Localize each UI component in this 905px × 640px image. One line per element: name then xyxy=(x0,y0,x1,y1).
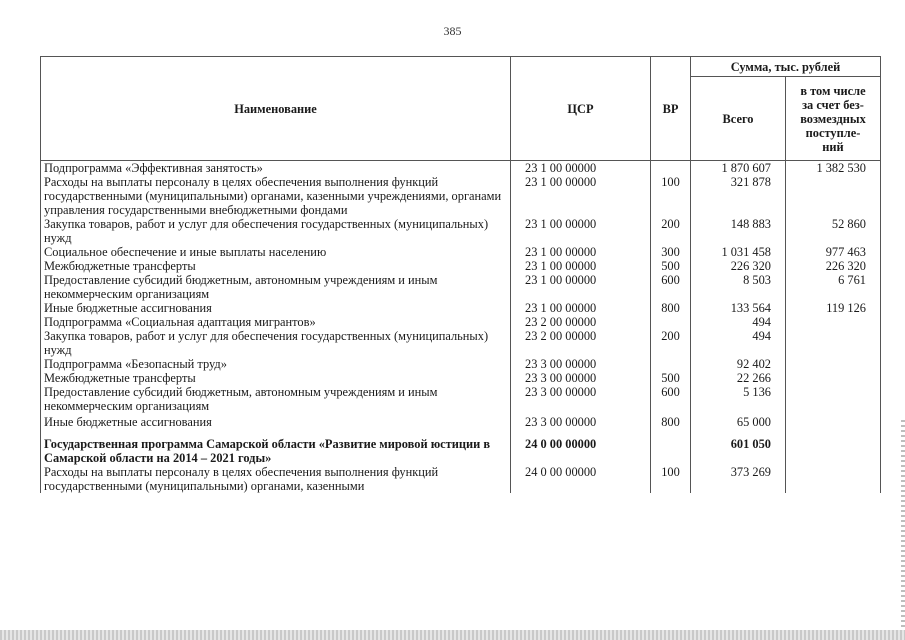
row-incl xyxy=(786,175,881,217)
scan-bottom-artifact xyxy=(0,630,905,640)
row-name: Межбюджетные трансферты xyxy=(41,371,511,385)
table-row xyxy=(41,465,881,493)
row-csr: 23 2 00 00000 xyxy=(511,315,651,329)
row-csr: 23 1 00 00000 xyxy=(511,161,651,176)
row-total: 1 870 607 xyxy=(691,161,786,176)
row-total: 22 266 xyxy=(691,371,786,385)
row-csr: 23 2 00 00000 xyxy=(511,329,651,357)
table-header xyxy=(41,57,881,161)
table-row xyxy=(41,371,881,385)
row-vr: 500 xyxy=(651,259,691,273)
row-name: Предоставление субсидий бюджетным, автономным учреждениям и иным некоммерческим организациям xyxy=(41,273,511,301)
row-vr: 600 xyxy=(651,385,691,413)
row-total: 133 564 xyxy=(691,301,786,315)
table-row xyxy=(41,161,881,176)
row-name: Межбюджетные трансферты xyxy=(41,259,511,273)
row-total: 494 xyxy=(691,315,786,329)
row-incl: 1 382 530 xyxy=(786,161,881,176)
row-vr: 600 xyxy=(651,273,691,301)
row-name: Подпрограмма «Эффективная занятость» xyxy=(41,161,511,176)
table-row xyxy=(41,245,881,259)
table-body xyxy=(41,161,881,494)
header-csr: ЦСР xyxy=(511,57,651,161)
row-total: 226 320 xyxy=(691,259,786,273)
table-row xyxy=(41,357,881,371)
table-row xyxy=(41,429,881,465)
row-csr: 23 1 00 00000 xyxy=(511,259,651,273)
row-vr xyxy=(651,429,691,465)
row-vr: 500 xyxy=(651,371,691,385)
row-incl: 977 463 xyxy=(786,245,881,259)
row-incl: 52 860 xyxy=(786,217,881,245)
row-name: Иные бюджетные ассигнования xyxy=(41,413,511,429)
table-row xyxy=(41,301,881,315)
header-incl: в том числе за счет без- возмездных поступле- ний xyxy=(786,77,881,161)
row-name: Закупка товаров, работ и услуг для обеспечения государственных (муниципальных) нужд xyxy=(41,217,511,245)
row-csr: 23 3 00 00000 xyxy=(511,357,651,371)
row-vr: 300 xyxy=(651,245,691,259)
row-vr: 100 xyxy=(651,175,691,217)
row-vr xyxy=(651,357,691,371)
table-row xyxy=(41,385,881,413)
row-csr: 23 1 00 00000 xyxy=(511,273,651,301)
row-incl: 6 761 xyxy=(786,273,881,301)
row-total: 373 269 xyxy=(691,465,786,493)
row-csr: 23 3 00 00000 xyxy=(511,413,651,429)
row-csr: 23 1 00 00000 xyxy=(511,175,651,217)
row-incl xyxy=(786,465,881,493)
header-total: Всего xyxy=(691,77,786,161)
table-row xyxy=(41,329,881,357)
row-incl xyxy=(786,385,881,413)
table-row xyxy=(41,175,881,217)
row-name: Расходы на выплаты персоналу в целях обеспечения выполнения функций государственными (муниципальными) органами, казенными xyxy=(41,465,511,493)
row-total: 65 000 xyxy=(691,413,786,429)
header-vr: ВР xyxy=(651,57,691,161)
row-csr: 24 0 00 00000 xyxy=(511,429,651,465)
row-incl xyxy=(786,315,881,329)
row-total: 8 503 xyxy=(691,273,786,301)
row-incl xyxy=(786,413,881,429)
row-name: Закупка товаров, работ и услуг для обеспечения государственных (муниципальных) нужд xyxy=(41,329,511,357)
header-sum-group: Сумма, тыс. рублей xyxy=(691,57,881,77)
table-row xyxy=(41,259,881,273)
row-vr: 800 xyxy=(651,413,691,429)
row-incl xyxy=(786,429,881,465)
row-csr: 23 1 00 00000 xyxy=(511,301,651,315)
header-name: Наименование xyxy=(41,57,511,161)
row-name: Иные бюджетные ассигнования xyxy=(41,301,511,315)
row-name: Предоставление субсидий бюджетным, автономным учреждениям и иным некоммерческим организациям xyxy=(41,385,511,413)
row-name: Социальное обеспечение и иные выплаты населению xyxy=(41,245,511,259)
row-incl xyxy=(786,329,881,357)
row-total: 92 402 xyxy=(691,357,786,371)
table-row xyxy=(41,315,881,329)
row-name: Государственная программа Самарской области «Развитие мировой юстиции в Самарской области на 2014 – 2021 годы» xyxy=(41,429,511,465)
row-csr: 23 3 00 00000 xyxy=(511,371,651,385)
row-total: 5 136 xyxy=(691,385,786,413)
row-total: 1 031 458 xyxy=(691,245,786,259)
budget-table xyxy=(40,56,881,493)
table-row xyxy=(41,273,881,301)
row-name: Расходы на выплаты персоналу в целях обеспечения выполнения функций государственными (муниципальными) органами, казенными учреждениями, органами управления государственными внебюджетными фондами xyxy=(41,175,511,217)
scan-edge-artifact xyxy=(901,420,905,630)
row-total: 494 xyxy=(691,329,786,357)
row-csr: 23 1 00 00000 xyxy=(511,245,651,259)
page-number: 385 xyxy=(443,24,462,38)
row-csr: 24 0 00 00000 xyxy=(511,465,651,493)
row-incl: 226 320 xyxy=(786,259,881,273)
row-vr: 200 xyxy=(651,217,691,245)
row-name: Подпрограмма «Безопасный труд» xyxy=(41,357,511,371)
row-vr xyxy=(651,315,691,329)
row-vr: 800 xyxy=(651,301,691,315)
row-vr xyxy=(651,161,691,176)
row-incl: 119 126 xyxy=(786,301,881,315)
row-incl xyxy=(786,357,881,371)
table-row xyxy=(41,217,881,245)
row-csr: 23 3 00 00000 xyxy=(511,385,651,413)
row-name: Подпрограмма «Социальная адаптация мигрантов» xyxy=(41,315,511,329)
table-row xyxy=(41,413,881,429)
row-incl xyxy=(786,371,881,385)
row-csr: 23 1 00 00000 xyxy=(511,217,651,245)
row-total: 321 878 xyxy=(691,175,786,217)
row-total: 148 883 xyxy=(691,217,786,245)
row-vr: 100 xyxy=(651,465,691,493)
row-total: 601 050 xyxy=(691,429,786,465)
row-vr: 200 xyxy=(651,329,691,357)
